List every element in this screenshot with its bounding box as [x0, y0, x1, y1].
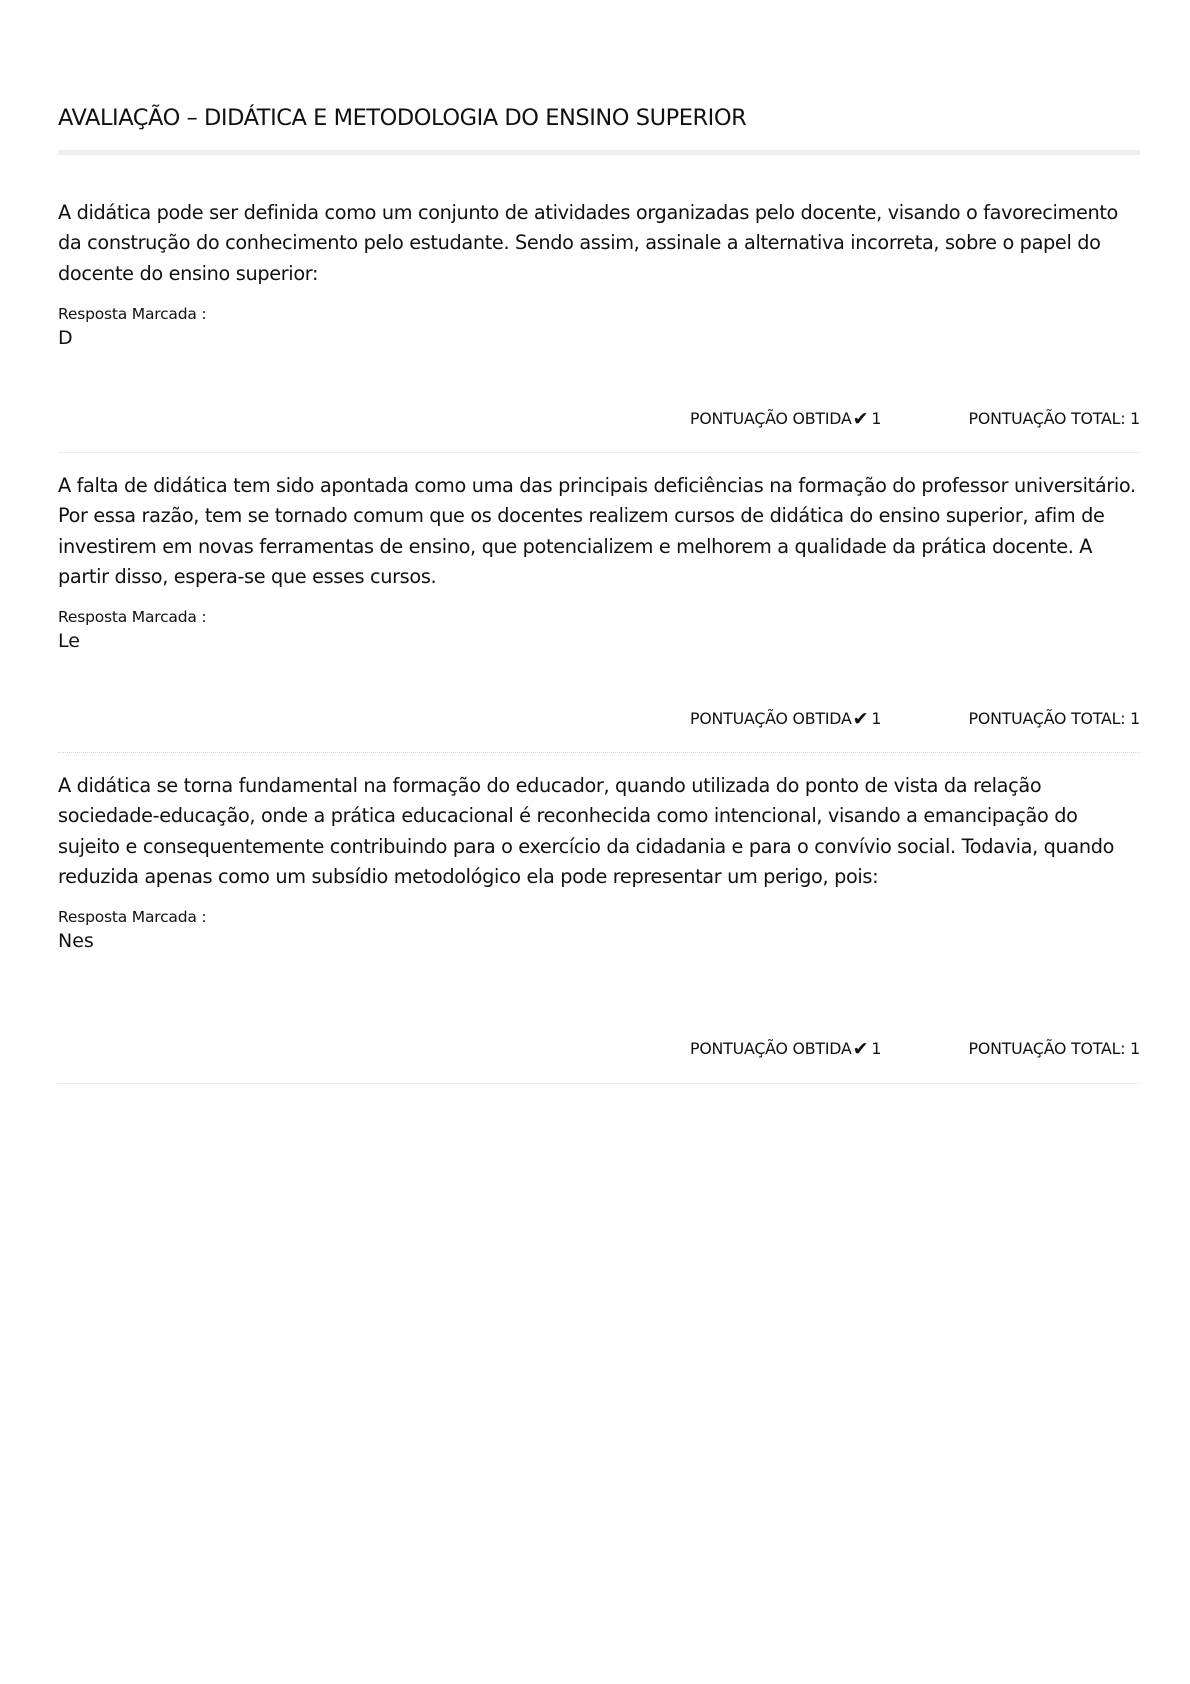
score-obtained-value: 1	[871, 409, 882, 428]
title-divider	[58, 150, 1140, 155]
answer-value: D	[58, 326, 73, 349]
question-text: A falta de didática tem sido apontada como uma das principais deficiências na formação do professor universitário. Por essa razão, tem se tornado comum que os docentes realizem cursos de didática do ensino superior, afim de investirem em novas ferramentas de ensino, que potencializem e melhorem a qualidade da prática docente. A partir disso, espera-se que esses cursos.	[58, 474, 1136, 588]
question-3	[58, 771, 1140, 954]
question-text: A didática pode ser definida como um conjunto de atividades organizadas pelo docente, visando o favorecimento da construção do conhecimento pelo estudante. Sendo assim, assinale a alternativa incorreta, sobre o papel do docente do ensino superior:	[58, 201, 1118, 285]
score-obtained-label: PONTUAÇÃO OBTIDA	[690, 1039, 852, 1058]
score-row-1	[58, 404, 1140, 434]
score-obtained-label: PONTUAÇÃO OBTIDA	[690, 709, 852, 728]
question-divider	[58, 1083, 1140, 1084]
score-obtained	[690, 704, 881, 734]
score-obtained-value: 1	[871, 1039, 882, 1058]
score-total: PONTUAÇÃO TOTAL: 1	[968, 1039, 1140, 1058]
answer-value: Nes	[58, 930, 94, 953]
score-row-3	[58, 1034, 1140, 1064]
score-obtained	[690, 404, 881, 434]
answer-label: Resposta Marcada :	[58, 908, 207, 927]
score-total: PONTUAÇÃO TOTAL: 1	[968, 709, 1140, 728]
question-2	[58, 471, 1140, 654]
question-1	[58, 198, 1140, 351]
score-obtained-label: PONTUAÇÃO OBTIDA	[690, 409, 852, 428]
question-divider	[58, 452, 1140, 453]
question-divider	[58, 752, 1140, 753]
check-icon: ✔	[852, 1038, 869, 1060]
score-obtained	[690, 1034, 881, 1064]
score-row-2	[58, 704, 1140, 734]
check-icon: ✔	[852, 408, 869, 430]
evaluation-page	[58, 0, 1140, 1060]
answer-label: Resposta Marcada :	[58, 304, 207, 323]
question-text: A didática se torna fundamental na formação do educador, quando utilizada do ponto de vista da relação sociedade-educação, onde a prática educacional é reconhecida como intencional, visando a emancipação do sujeito e consequentemente contribuindo para o exercício da cidadania e para o convívio social. Todavia, quando reduzida apenas como um subsídio metodológico ela pode representar um perigo, pois:	[58, 774, 1115, 888]
answer-label: Resposta Marcada :	[58, 608, 207, 627]
score-obtained-value: 1	[871, 709, 882, 728]
page-title: AVALIAÇÃO – DIDÁTICA E METODOLOGIA DO ENSINO SUPERIOR	[58, 105, 747, 131]
score-total: PONTUAÇÃO TOTAL: 1	[968, 409, 1140, 428]
check-icon: ✔	[852, 708, 869, 730]
answer-value: Le	[58, 630, 80, 653]
